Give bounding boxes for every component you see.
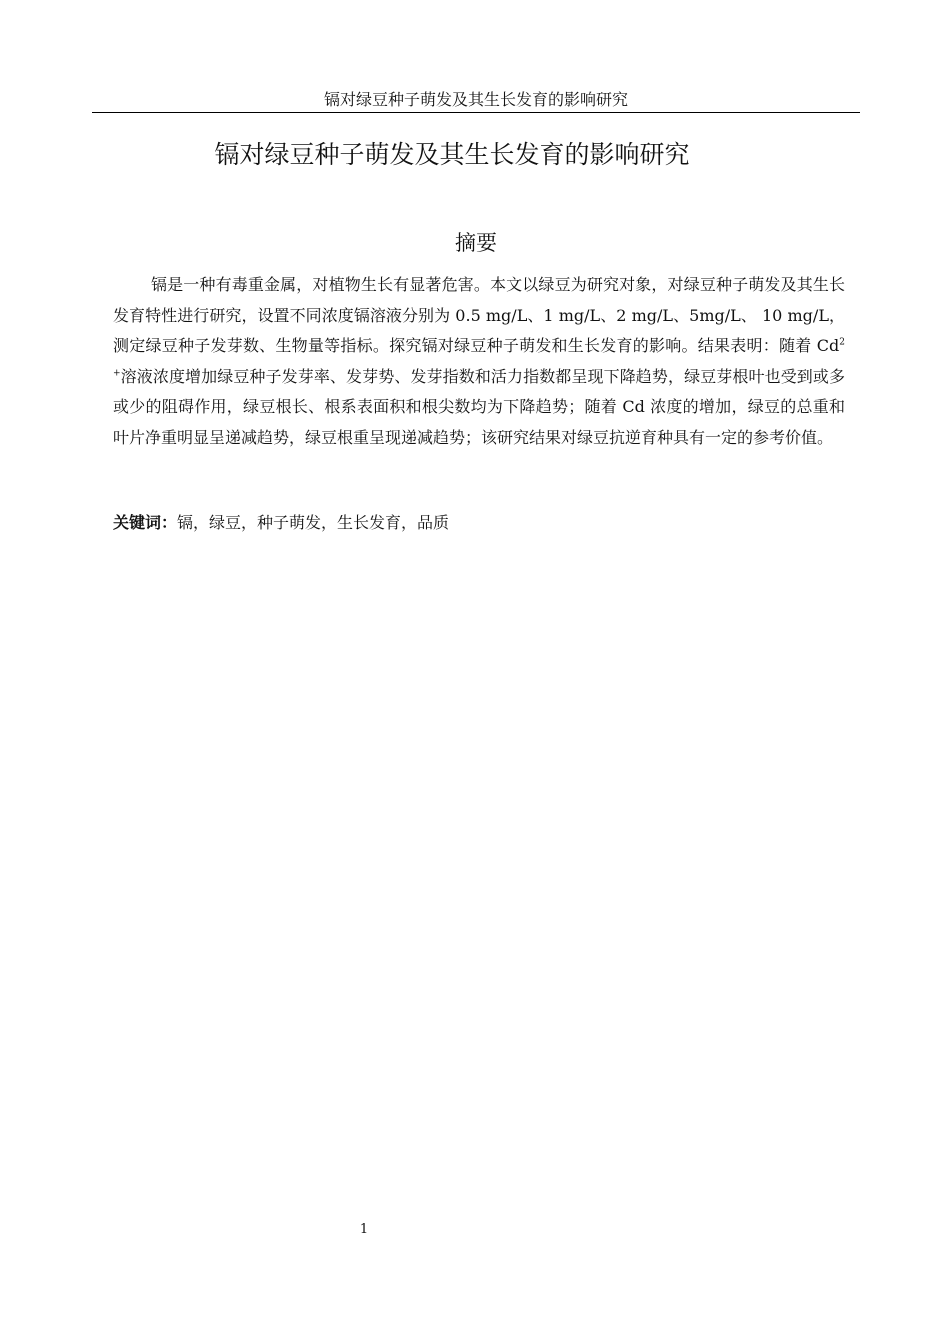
abstract-heading: 摘要: [455, 231, 497, 255]
header-rule: [92, 112, 860, 113]
running-header: 镉对绿豆种子萌发及其生长发育的影响研究: [323, 90, 628, 109]
page-number: 1: [359, 1222, 369, 1237]
keywords-label: 关键词：: [113, 513, 178, 532]
abstract-text-part2: 溶液浓度增加绿豆种子发芽率、发芽势、发芽指数和活力指数都呈现下降趋势，绿豆芽根叶也受到或多或少的阻碍作用，绿豆根长、根系表面积和根尖数均为下降趋势；随着 Cd 浓度的增加，绿豆的总重和叶片净重明显呈递减趋势，绿豆根重呈现递减趋势；该研究结果对绿豆抗逆育种具有一定的参考价值。: [113, 366, 845, 447]
abstract-body: [113, 270, 845, 453]
keywords-line: [113, 508, 845, 538]
abstract-text-part1: 镉是一种有毒重金属，对植物生长有显著危害。本文以绿豆为研究对象，对绿豆种子萌发及其生长发育特性进行研究，设置不同浓度镉溶液分别为 0.5 mg/L、1 mg/L、2 mg/L、5mg/L、 10 mg/L，测定绿豆种子发芽数、生物量等指标。探究镉对绿豆种子萌发和生长发育的影响。结果表明：随着 Cd: [113, 275, 845, 355]
keywords-text: 镉，绿豆，种子萌发，生长发育，品质: [177, 513, 450, 532]
cadmium-ion-superscript: 2+: [113, 337, 845, 379]
paper-title: 镉对绿豆种子萌发及其生长发育的影响研究: [214, 140, 690, 169]
